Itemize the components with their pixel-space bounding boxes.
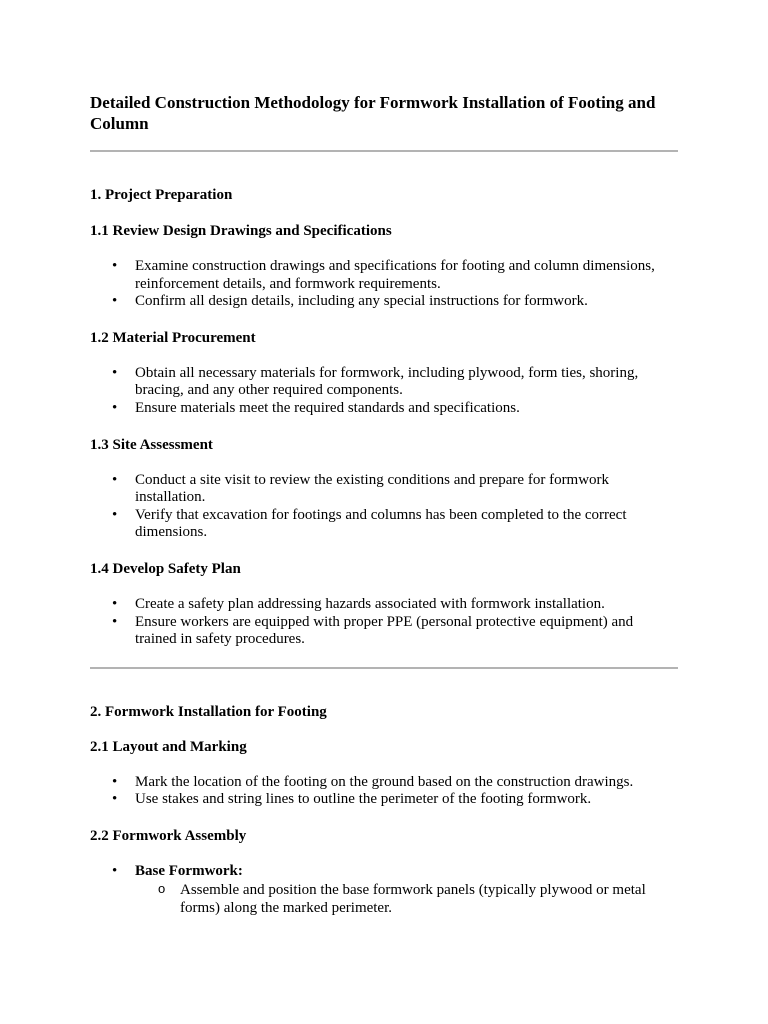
- bullet-glyph: •: [112, 258, 118, 274]
- list-item: [90, 791, 678, 809]
- section-heading: 1. Project Preparation: [90, 187, 233, 203]
- list-item: [90, 596, 678, 614]
- list-item-text: Create a safety plan addressing hazards associated with formwork installation.: [135, 595, 605, 612]
- subsection-heading: 1.4 Develop Safety Plan: [90, 560, 241, 577]
- bullet-glyph: •: [112, 293, 118, 310]
- section-divider: [90, 150, 678, 152]
- list-item: [90, 293, 678, 311]
- list-item-text: Verify that excavation for footings and columns has been completed to the correct dimensions.: [135, 506, 627, 541]
- list-item: [90, 863, 678, 917]
- subsection-heading: 1.3 Site Assessment: [90, 436, 213, 453]
- list-item: [90, 507, 678, 542]
- list-item-text: Use stakes and string lines to outline the perimeter of the footing formwork.: [135, 791, 592, 808]
- section-project-preparation: [90, 186, 678, 649]
- list-item: [90, 258, 678, 293]
- subsection-heading: 1.2 Material Procurement: [90, 329, 256, 346]
- list-item: [90, 400, 678, 418]
- bullet-list: [90, 472, 678, 542]
- list-item-text: Ensure materials meet the required standards and specifications.: [135, 399, 520, 416]
- document-body: [90, 92, 678, 917]
- list-item-text: Obtain all necessary materials for formwork, including plywood, form ties, shoring, bracing, and any other required components.: [135, 364, 639, 399]
- subsection-heading: 2.1 Layout and Marking: [90, 738, 247, 755]
- list-item: [90, 472, 678, 507]
- bullet-glyph: •: [112, 364, 118, 381]
- sub-bullet-glyph: o: [158, 880, 166, 896]
- list-item-text: Examine construction drawings and specifications for footing and column dimensions, reinforcement details, and formwork requirements.: [135, 258, 655, 292]
- list-item: [90, 774, 678, 792]
- subsection-heading: 2.2 Formwork Assembly: [90, 827, 247, 844]
- sub-bullet-list: [135, 881, 678, 917]
- bullet-list: [90, 863, 678, 917]
- bullet-glyph: •: [112, 862, 118, 879]
- list-item-text: Mark the location of the footing on the ground based on the construction drawings.: [135, 773, 634, 790]
- section-formwork-footing: [90, 703, 678, 917]
- subsection-heading: 1.1 Review Design Drawings and Specifications: [90, 223, 392, 239]
- bullet-glyph: •: [112, 791, 118, 808]
- list-item-label: Base Formwork:: [135, 862, 243, 879]
- list-item-text: Confirm all design details, including any special instructions for formwork.: [135, 293, 588, 310]
- sub-list-item-text: Assemble and position the base formwork panels (typically plywood or metal forms) along the marked perimeter.: [180, 881, 646, 916]
- section-heading: 2. Formwork Installation for Footing: [90, 703, 327, 720]
- list-item-text: Conduct a site visit to review the existing conditions and prepare for formwork installation.: [135, 471, 610, 506]
- bullet-list: [90, 774, 678, 809]
- sub-list-item: [135, 881, 678, 917]
- bullet-list: [90, 365, 678, 418]
- list-item: [90, 365, 678, 400]
- bullet-glyph: •: [112, 595, 118, 612]
- list-item-text: Ensure workers are equipped with proper PPE (personal protective equipment) and trained in safety procedures.: [135, 613, 634, 648]
- section-divider: [90, 667, 678, 669]
- bullet-list: [90, 596, 678, 649]
- bullet-glyph: •: [112, 471, 118, 488]
- bullet-glyph: •: [112, 506, 118, 523]
- list-item: [90, 614, 678, 649]
- bullet-glyph: •: [112, 399, 118, 416]
- document-title: Detailed Construction Methodology for Formwork Installation of Footing and Column: [90, 93, 656, 133]
- bullet-list: [90, 258, 678, 311]
- bullet-glyph: •: [112, 773, 118, 790]
- bullet-glyph: •: [112, 613, 118, 630]
